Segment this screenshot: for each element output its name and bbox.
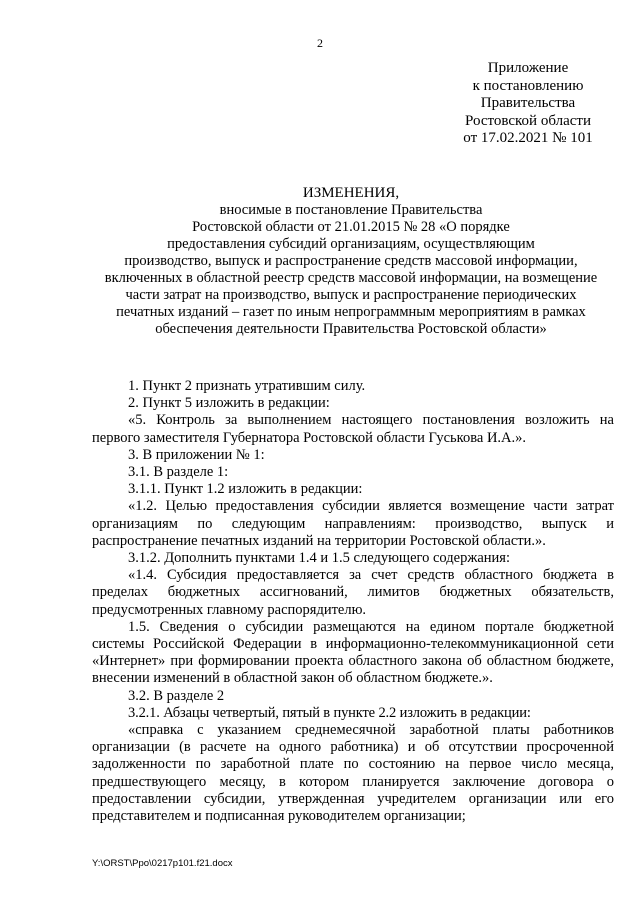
subtitle-line: Ростовской области от 21.01.2015 № 28 «О порядке [192, 219, 510, 235]
subtitle-line: производство, выпуск и распространение средств массовой информации, [124, 253, 578, 269]
paragraph: 3.1. В разделе 1: [128, 464, 229, 481]
subtitle-line: части затрат на производство, выпуск и распространение периодических [125, 287, 577, 303]
paragraph: 1. Пункт 2 признать утратившим силу. [128, 378, 366, 394]
paragraph: 3. В приложении № 1: [128, 446, 265, 463]
subtitle-line: включенных в областной реестр средств массовой информации, на возмещение [104, 270, 598, 286]
appendix-line: Ростовской области [465, 112, 591, 129]
heading-title: ИЗМЕНЕНИЯ, [302, 185, 400, 201]
appendix-block [430, 60, 626, 148]
appendix-line: к постановлению [472, 77, 584, 94]
paragraph: 3.2.1. Абзацы четвертый, пятый в пункте 2.2 изложить в редакции: [128, 704, 531, 721]
subtitle-line: печатных изданий – газет по иным непрограммным мероприятиям в рамках [116, 304, 586, 320]
appendix-line: Приложение [487, 60, 569, 76]
subtitle-line: предоставления субсидий организациям, осуществляющим [167, 236, 535, 252]
paragraph: 2. Пункт 5 изложить в редакции: [128, 395, 330, 412]
document-body [92, 378, 614, 825]
paragraph: «1.4. Субсидия предоставляется за счет средств областного бюджета в пределах бюджетных ассигнований, лимитов бюджетных обязательств, предусмотренных главному распорядителю. [92, 567, 614, 618]
paragraph: 3.1.2. Дополнить пунктами 1.4 и 1.5 следующего содержания: [128, 550, 510, 567]
paragraph: 3.2. В разделе 2 [128, 687, 225, 704]
paragraph: «справка с указанием среднемесячной заработной платы работников организации (в расчете на одного работника) и об отсутствии просроченной задолженности по заработной плате по состоянию на первое число месяца, предшествующего месяцу, в котором планируется заключение договора о предоставлении субсидии, утвержденная учредителем организации или его представителем и подписанная руководителем организации; [92, 722, 614, 825]
file-path-footer: Y:\ORST\Ppo\0217p101.f21.docx [92, 858, 233, 869]
document-heading [86, 184, 616, 338]
heading-subtitle [86, 202, 616, 338]
appendix-line: от 17.02.2021 № 101 [463, 130, 593, 146]
paragraph: 3.1.1. Пункт 1.2 изложить в редакции: [128, 481, 363, 498]
paragraph: «5. Контроль за выполнением настоящего постановления возложить на первого заместителя Губернатора Ростовской области Гуськова И.А.». [92, 412, 614, 446]
paragraph: 1.5. Сведения о субсидии размещаются на едином портале бюджетной системы Российской Федерации в информационно-телекоммуникационной сети «Интернет» при формировании проекта областного закона об областном бюджете, внесении изменений в областной закон об областном бюджете.». [92, 618, 614, 687]
subtitle-line: вносимые в постановление Правительства [219, 202, 483, 218]
subtitle-line: обеспечения деятельности Правительства Ростовской области» [155, 321, 547, 337]
paragraph: «1.2. Целью предоставления субсидии является возмещение части затрат организациям по следующим направлениям: производство, выпуск и распространение печатных изданий на территории Ростовской области.». [92, 498, 614, 549]
page-number: 2 [317, 36, 323, 50]
appendix-line: Правительства [480, 95, 576, 111]
